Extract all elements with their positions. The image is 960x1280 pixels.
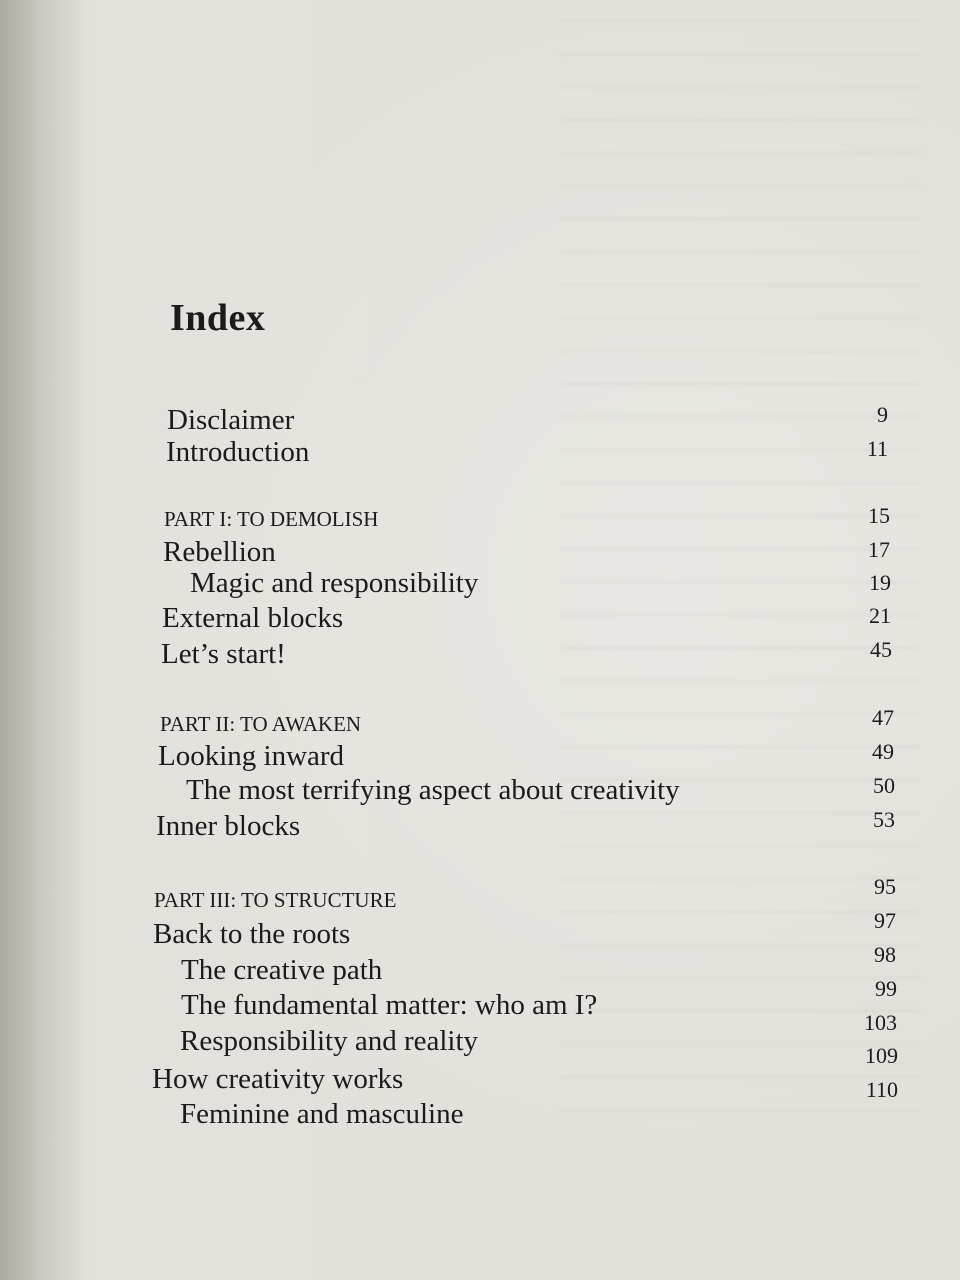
- gutter-shadow: [0, 0, 90, 1280]
- page-number: 9: [877, 402, 888, 427]
- toc-subentry: Feminine and masculine: [180, 1098, 464, 1130]
- toc-entry: How creativity works: [152, 1063, 404, 1095]
- part-heading: PART III: TO STRUCTURE: [154, 888, 397, 912]
- toc-subentry: The fundamental matter: who am I?: [181, 989, 598, 1021]
- page-number: 45: [870, 637, 892, 662]
- page-title: Index: [170, 297, 266, 339]
- page-number: 11: [866, 436, 888, 461]
- toc-subentry: Responsibility and reality: [180, 1025, 479, 1057]
- page-number: 97: [874, 908, 896, 933]
- toc-entry: Disclaimer: [167, 404, 295, 436]
- page-number: 109: [865, 1043, 898, 1068]
- part-heading: PART I: TO DEMOLISH: [164, 507, 379, 531]
- page-number: 110: [865, 1077, 898, 1102]
- toc-entry: Introduction: [166, 436, 310, 468]
- part-heading: PART II: TO AWAKEN: [160, 712, 362, 736]
- toc-subentry: Magic and responsibility: [190, 567, 479, 599]
- toc-entry: Rebellion: [163, 536, 276, 568]
- toc-entry: Looking inward: [158, 740, 345, 772]
- page-number: 17: [868, 537, 890, 562]
- page-number: 21: [869, 603, 891, 628]
- page-number: 95: [874, 874, 896, 899]
- toc-entry: Back to the roots: [153, 918, 351, 950]
- toc-subentry: The most terrifying aspect about creativity: [186, 774, 680, 806]
- toc-entry: External blocks: [162, 602, 344, 634]
- page-number: 50: [873, 773, 895, 798]
- page-number: 47: [872, 705, 894, 730]
- page-number: 103: [864, 1010, 897, 1035]
- page-number: 15: [868, 503, 890, 528]
- page-number: 99: [875, 976, 897, 1001]
- page-number: 19: [869, 570, 891, 595]
- toc-subentry: The creative path: [181, 954, 383, 986]
- toc-entry: Let’s start!: [161, 638, 286, 670]
- page-number: 98: [874, 942, 896, 967]
- page-number: 53: [873, 807, 895, 832]
- page-number: 49: [872, 739, 894, 764]
- toc-entry: Inner blocks: [156, 810, 301, 842]
